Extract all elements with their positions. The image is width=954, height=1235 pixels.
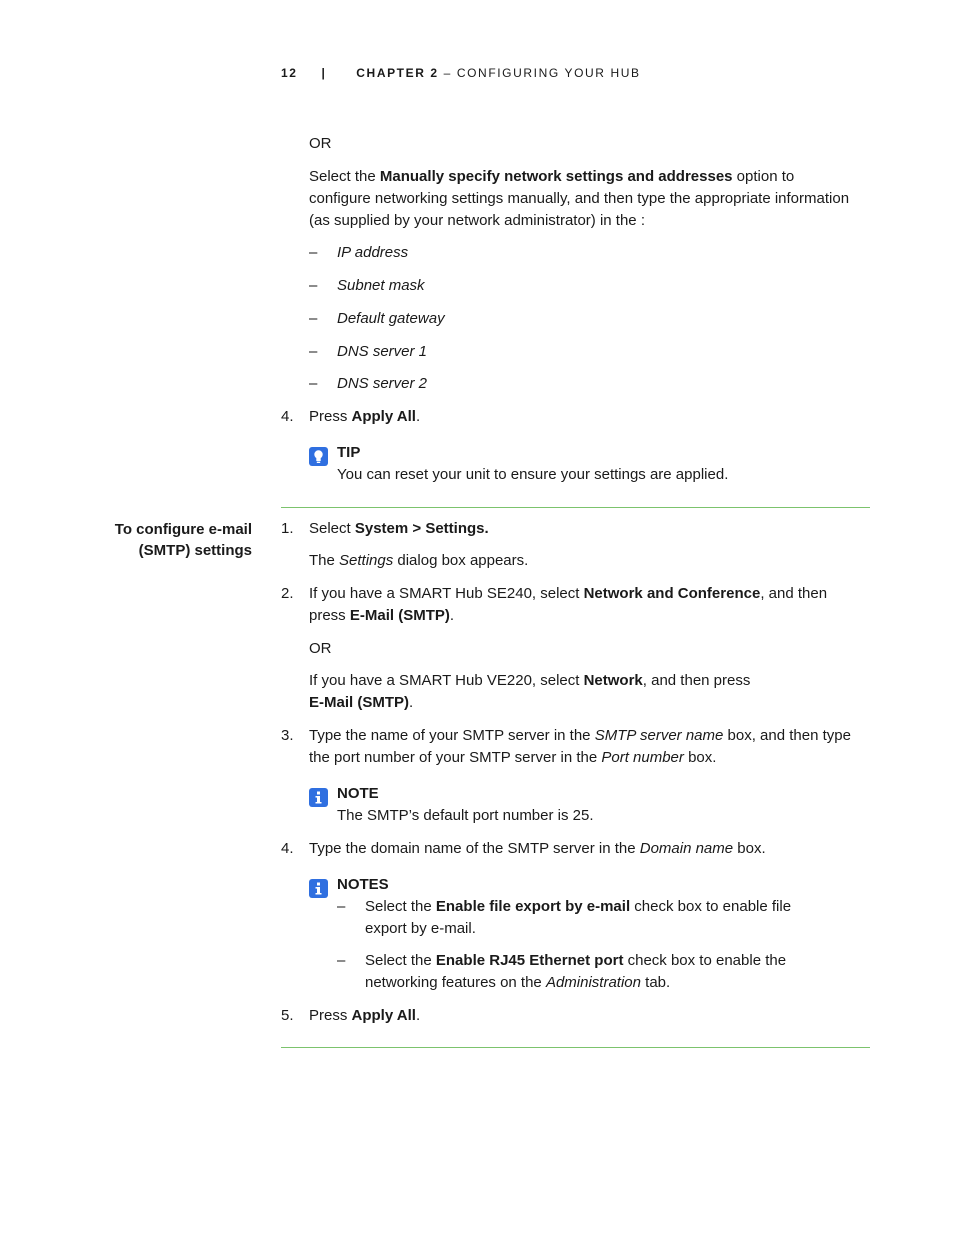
text-run: check box to enable file bbox=[630, 898, 792, 915]
list-item-dns-server-1: DNS server 1 bbox=[337, 343, 428, 360]
step-number: 5. bbox=[281, 1007, 294, 1024]
side-heading bbox=[52, 519, 252, 561]
text-run: box. bbox=[733, 840, 766, 857]
side-heading-line: (SMTP) settings bbox=[138, 542, 252, 559]
note-text: The SMTP’s default port number is 25. bbox=[337, 807, 594, 824]
side-heading-line: To configure e-mail bbox=[114, 521, 252, 538]
option-name: Manually specify network settings and addresses bbox=[379, 168, 733, 185]
list-item-ip-address: IP address bbox=[337, 244, 409, 261]
checkbox-name: Enable RJ45 Ethernet port bbox=[435, 952, 624, 969]
text-run: , and then press bbox=[642, 672, 751, 689]
or-text: OR bbox=[309, 640, 332, 657]
chapter-title: – CONFIGURING YOUR HUB bbox=[443, 66, 641, 80]
text-run: Select bbox=[309, 520, 355, 537]
text-run: . bbox=[409, 694, 414, 711]
text-run: press bbox=[309, 607, 350, 624]
text-run: tab. bbox=[641, 974, 671, 991]
page-number: 12 bbox=[281, 66, 298, 80]
manual-settings-paragraph bbox=[309, 166, 874, 232]
list-dash: – bbox=[309, 343, 318, 360]
note-item-rj45 bbox=[365, 950, 835, 994]
list-item-default-gateway: Default gateway bbox=[337, 310, 445, 327]
text-run: configure networking settings manually, and then type the appropriate information bbox=[309, 190, 850, 207]
note-title: NOTE bbox=[337, 785, 379, 802]
dialog-name: Settings bbox=[339, 552, 394, 569]
text-run: If you have a SMART Hub SE240, select bbox=[309, 585, 584, 602]
checkbox-name: Enable file export by e-mail bbox=[435, 898, 631, 915]
step-5-text bbox=[309, 1005, 874, 1027]
step-1-text bbox=[309, 518, 874, 540]
text-run: . bbox=[415, 408, 421, 425]
lightbulb-icon bbox=[309, 447, 328, 466]
section-divider bbox=[281, 507, 870, 508]
step-2-alt-text bbox=[309, 670, 874, 714]
note-item-file-export bbox=[365, 896, 835, 940]
text-run: Select the bbox=[309, 168, 380, 185]
section-divider bbox=[281, 1047, 870, 1048]
list-item-subnet-mask: Subnet mask bbox=[337, 277, 425, 294]
text-run: (as supplied by your network administrator) in the : bbox=[309, 212, 645, 229]
menu-name: Network bbox=[583, 672, 643, 689]
info-icon bbox=[309, 788, 328, 807]
field-name: SMTP server name bbox=[594, 727, 724, 744]
text-run: dialog box appears. bbox=[393, 552, 529, 569]
text-run: Type the domain name of the SMTP server in the bbox=[309, 840, 640, 857]
text-run: export by e-mail. bbox=[365, 920, 476, 937]
text-run: Select the bbox=[365, 898, 436, 915]
button-name: Apply All bbox=[351, 1007, 416, 1024]
running-header bbox=[281, 66, 641, 80]
button-name: Apply All bbox=[351, 408, 416, 425]
text-run: check box to enable the bbox=[623, 952, 787, 969]
list-dash: – bbox=[309, 277, 318, 294]
text-run: The bbox=[309, 552, 340, 569]
step-number: 4. bbox=[281, 840, 294, 857]
step-4-text bbox=[309, 838, 874, 860]
step-1-result bbox=[309, 550, 874, 572]
step-number: 3. bbox=[281, 727, 294, 744]
text-run: box. bbox=[683, 749, 717, 766]
chapter-label: CHAPTER 2 bbox=[356, 66, 439, 80]
menu-name: E-Mail (SMTP) bbox=[309, 694, 409, 711]
text-run: , and then bbox=[760, 585, 828, 602]
notes-title: NOTES bbox=[337, 876, 389, 893]
step-4-text bbox=[309, 406, 874, 428]
text-run: . bbox=[449, 607, 455, 624]
list-dash: – bbox=[309, 310, 318, 327]
menu-name: Network and Conference bbox=[583, 585, 761, 602]
tip-text: You can reset your unit to ensure your settings are applied. bbox=[337, 466, 729, 483]
text-run: Select the bbox=[365, 952, 436, 969]
field-name: Domain name bbox=[639, 840, 734, 857]
list-dash: – bbox=[309, 375, 318, 392]
text-run: the port number of your SMTP server in the bbox=[309, 749, 602, 766]
header-separator: | bbox=[321, 66, 327, 80]
text-run: networking features on the bbox=[365, 974, 546, 991]
field-name: Port number bbox=[601, 749, 684, 766]
step-number: 4. bbox=[281, 408, 294, 425]
text-run: option to bbox=[732, 168, 795, 185]
tab-name: Administration bbox=[545, 974, 641, 991]
or-text: OR bbox=[309, 135, 332, 152]
menu-path: System > Settings. bbox=[354, 520, 489, 537]
list-dash: – bbox=[337, 898, 346, 915]
list-dash: – bbox=[337, 952, 346, 969]
text-run: box, and then type bbox=[723, 727, 851, 744]
menu-name: E-Mail (SMTP) bbox=[349, 607, 450, 624]
list-item-dns-server-2: DNS server 2 bbox=[337, 375, 428, 392]
tip-title: TIP bbox=[337, 444, 361, 461]
text-run: Type the name of your SMTP server in the bbox=[309, 727, 595, 744]
step-number: 2. bbox=[281, 585, 294, 602]
step-2-text bbox=[309, 583, 874, 627]
list-dash: – bbox=[309, 244, 318, 261]
info-icon bbox=[309, 879, 328, 898]
step-3-text bbox=[309, 725, 874, 769]
text-run: If you have a SMART Hub VE220, select bbox=[309, 672, 584, 689]
text-run: Press bbox=[309, 408, 352, 425]
text-run: . bbox=[415, 1007, 421, 1024]
step-number: 1. bbox=[281, 520, 294, 537]
text-run: Press bbox=[309, 1007, 352, 1024]
